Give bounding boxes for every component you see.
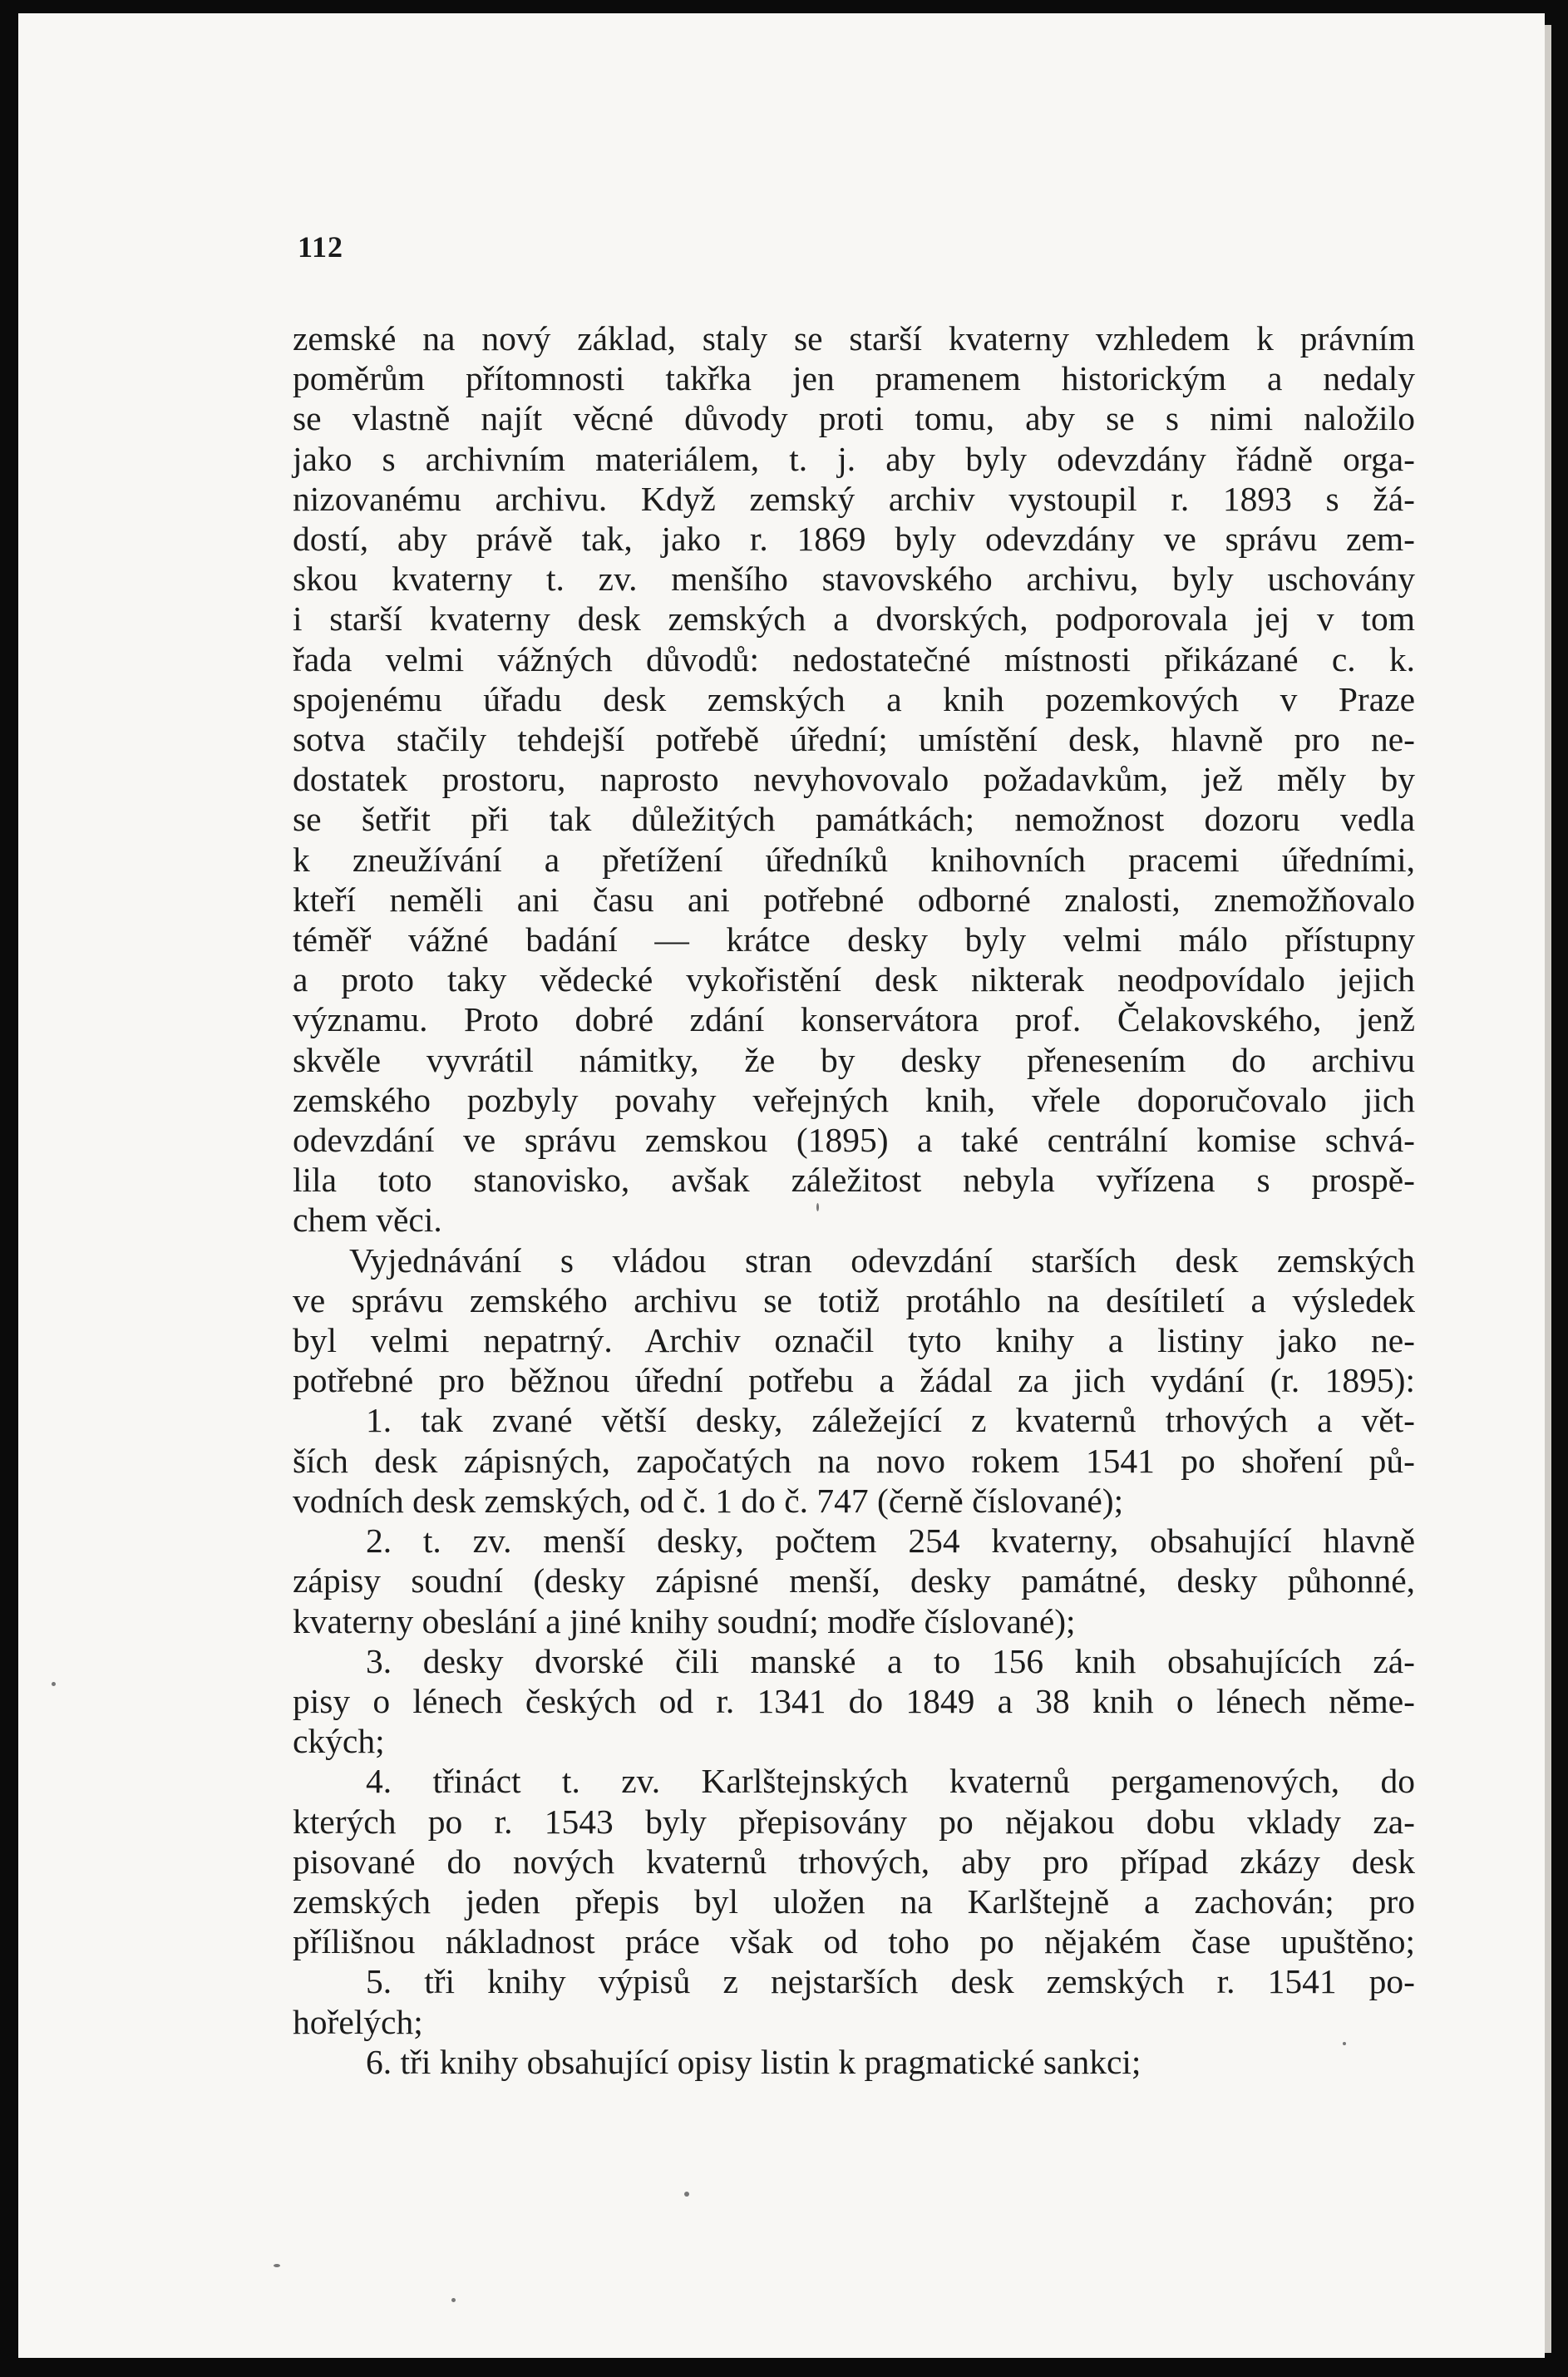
text-line: dostí, aby právě tak, jako r. 1869 byly odevzdány ve správu zem- <box>293 520 1415 559</box>
text-line: potřebné pro běžnou úřední potřebu a žádal za jich vydání (r. 1895): <box>293 1361 1415 1400</box>
text-line: odevzdání ve správu zemskou (1895) a také centrální komise schvá- <box>293 1121 1415 1160</box>
list-item-line: 5. tři knihy výpisů z nejstarších desk zemských r. 1541 po- <box>366 1962 1415 2001</box>
list-item-line: hořelých; <box>293 2002 423 2041</box>
paper-speck <box>816 1203 819 1211</box>
list-item-line: ckých; <box>293 1722 385 1761</box>
list-item-line: zápisy soudní (desky zápisné menší, desky památné, desky půhonné, <box>293 1561 1415 1600</box>
text-line: řada velmi vážných důvodů: nedostatečné místnosti přikázané c. k. <box>293 639 1415 678</box>
paper-speck <box>451 2298 456 2302</box>
list-item-line: ších desk zápisných, započatých na novo rokem 1541 po shoření pů- <box>293 1441 1415 1480</box>
body-text <box>293 318 1415 2082</box>
text-line: a proto taky vědecké vykořistění desk nikterak neodpovídalo jejich <box>293 960 1415 999</box>
list-item-line: 6. tři knihy obsahující opisy listin k pragmatické sankci; <box>366 2042 1141 2081</box>
text-line: k zneužívání a přetížení úředníků knihovních pracemi úředními, <box>293 840 1415 879</box>
paper-speck <box>274 2264 280 2267</box>
text-line: významu. Proto dobré zdání konservátora prof. Čelakovského, jenž <box>293 1000 1415 1039</box>
text-line: lila toto stanovisko, avšak záležitost nebyla vyřízena s prospě- <box>293 1161 1415 1200</box>
text-line: zemské na nový základ, staly se starší kvaterny vzhledem k právním <box>293 319 1415 358</box>
text-line: dostatek prostoru, naprosto nevyhovovalo požadavkům, jež měly by <box>293 760 1415 799</box>
list-item-line: vodních desk zemských, od č. 1 do č. 747 (černě číslované); <box>293 1481 1124 1520</box>
list-item-line: pisy o lénech českých od r. 1341 do 1849 a 38 knih o lénech něme- <box>293 1681 1415 1720</box>
list-item-line: 4. třináct t. zv. Karlštejnských kvaternů pergamenových, do <box>366 1762 1415 1801</box>
text-line: zemského pozbyly povahy veřejných knih, vřele doporučovalo jich <box>293 1080 1415 1119</box>
text-line: kteří neměli ani času ani potřebné odborné znalosti, znemožňovalo <box>293 880 1415 919</box>
list-item-line: přílišnou nákladnost práce však od toho po nějakém čase upuštěno; <box>293 1922 1415 1961</box>
list-item-line: zemských jeden přepis byl uložen na Karlštejně a zachován; pro <box>293 1881 1415 1921</box>
text-line: spojenému úřadu desk zemských a knih pozemkových v Praze <box>293 679 1415 718</box>
text-line: jako s archivním materiálem, t. j. aby byly odevzdány řádně orga- <box>293 439 1415 478</box>
list-item-line: 1. tak zvané větší desky, záležející z kvaternů trhových a vět- <box>366 1401 1415 1440</box>
page-number: 112 <box>298 230 344 264</box>
text-line: Vyjednávání s vládou stran odevzdání starších desk zemských <box>349 1240 1415 1280</box>
text-line: byl velmi nepatrný. Archiv označil tyto knihy a listiny jako ne- <box>293 1321 1415 1360</box>
paper-speck <box>52 1682 56 1686</box>
text-line: i starší kvaterny desk zemských a dvorských, podporovala jej v tom <box>293 599 1415 639</box>
list-item-line: pisované do nových kvaternů trhových, aby pro případ zkázy desk <box>293 1842 1415 1881</box>
text-line: téměř vážné badání — krátce desky byly velmi málo přístupny <box>293 920 1415 959</box>
text-line: se šetřit při tak důležitých památkách; nemožnost dozoru vedla <box>293 800 1415 839</box>
list-item-line: kvaterny obeslání a jiné knihy soudní; modře číslované); <box>293 1601 1076 1640</box>
list-item-line: kterých po r. 1543 byly přepisovány po nějakou dobu vklady za- <box>293 1802 1415 1841</box>
text-line: ve správu zemského archivu se totiž protáhlo na desítiletí a výsledek <box>293 1280 1415 1319</box>
paper-speck <box>1343 2042 1346 2045</box>
text-line: se vlastně najít věcné důvody proti tomu, aby se s nimi naložilo <box>293 399 1415 438</box>
text-line: sotva stačily tehdejší potřebě úřední; umístění desk, hlavně pro ne- <box>293 720 1415 759</box>
list-item-line: 2. t. zv. menší desky, počtem 254 kvaterny, obsahující hlavně <box>366 1521 1415 1561</box>
text-line: nizovanému archivu. Když zemský archiv vystoupil r. 1893 s žá- <box>293 479 1415 518</box>
list-item-line: 3. desky dvorské čili manské a to 156 knih obsahujících zá- <box>366 1641 1415 1680</box>
text-line: poměrům přítomnosti takřka jen pramenem historickým a nedaly <box>293 359 1415 398</box>
paper-speck <box>684 2192 689 2197</box>
page-edge <box>1545 25 1551 2353</box>
text-line: skou kvaterny t. zv. menšího stavovského archivu, byly uschovány <box>293 560 1415 599</box>
text-line: chem věci. <box>293 1201 442 1240</box>
text-line: skvěle vyvrátil námitky, že by desky přenesením do archivu <box>293 1040 1415 1079</box>
